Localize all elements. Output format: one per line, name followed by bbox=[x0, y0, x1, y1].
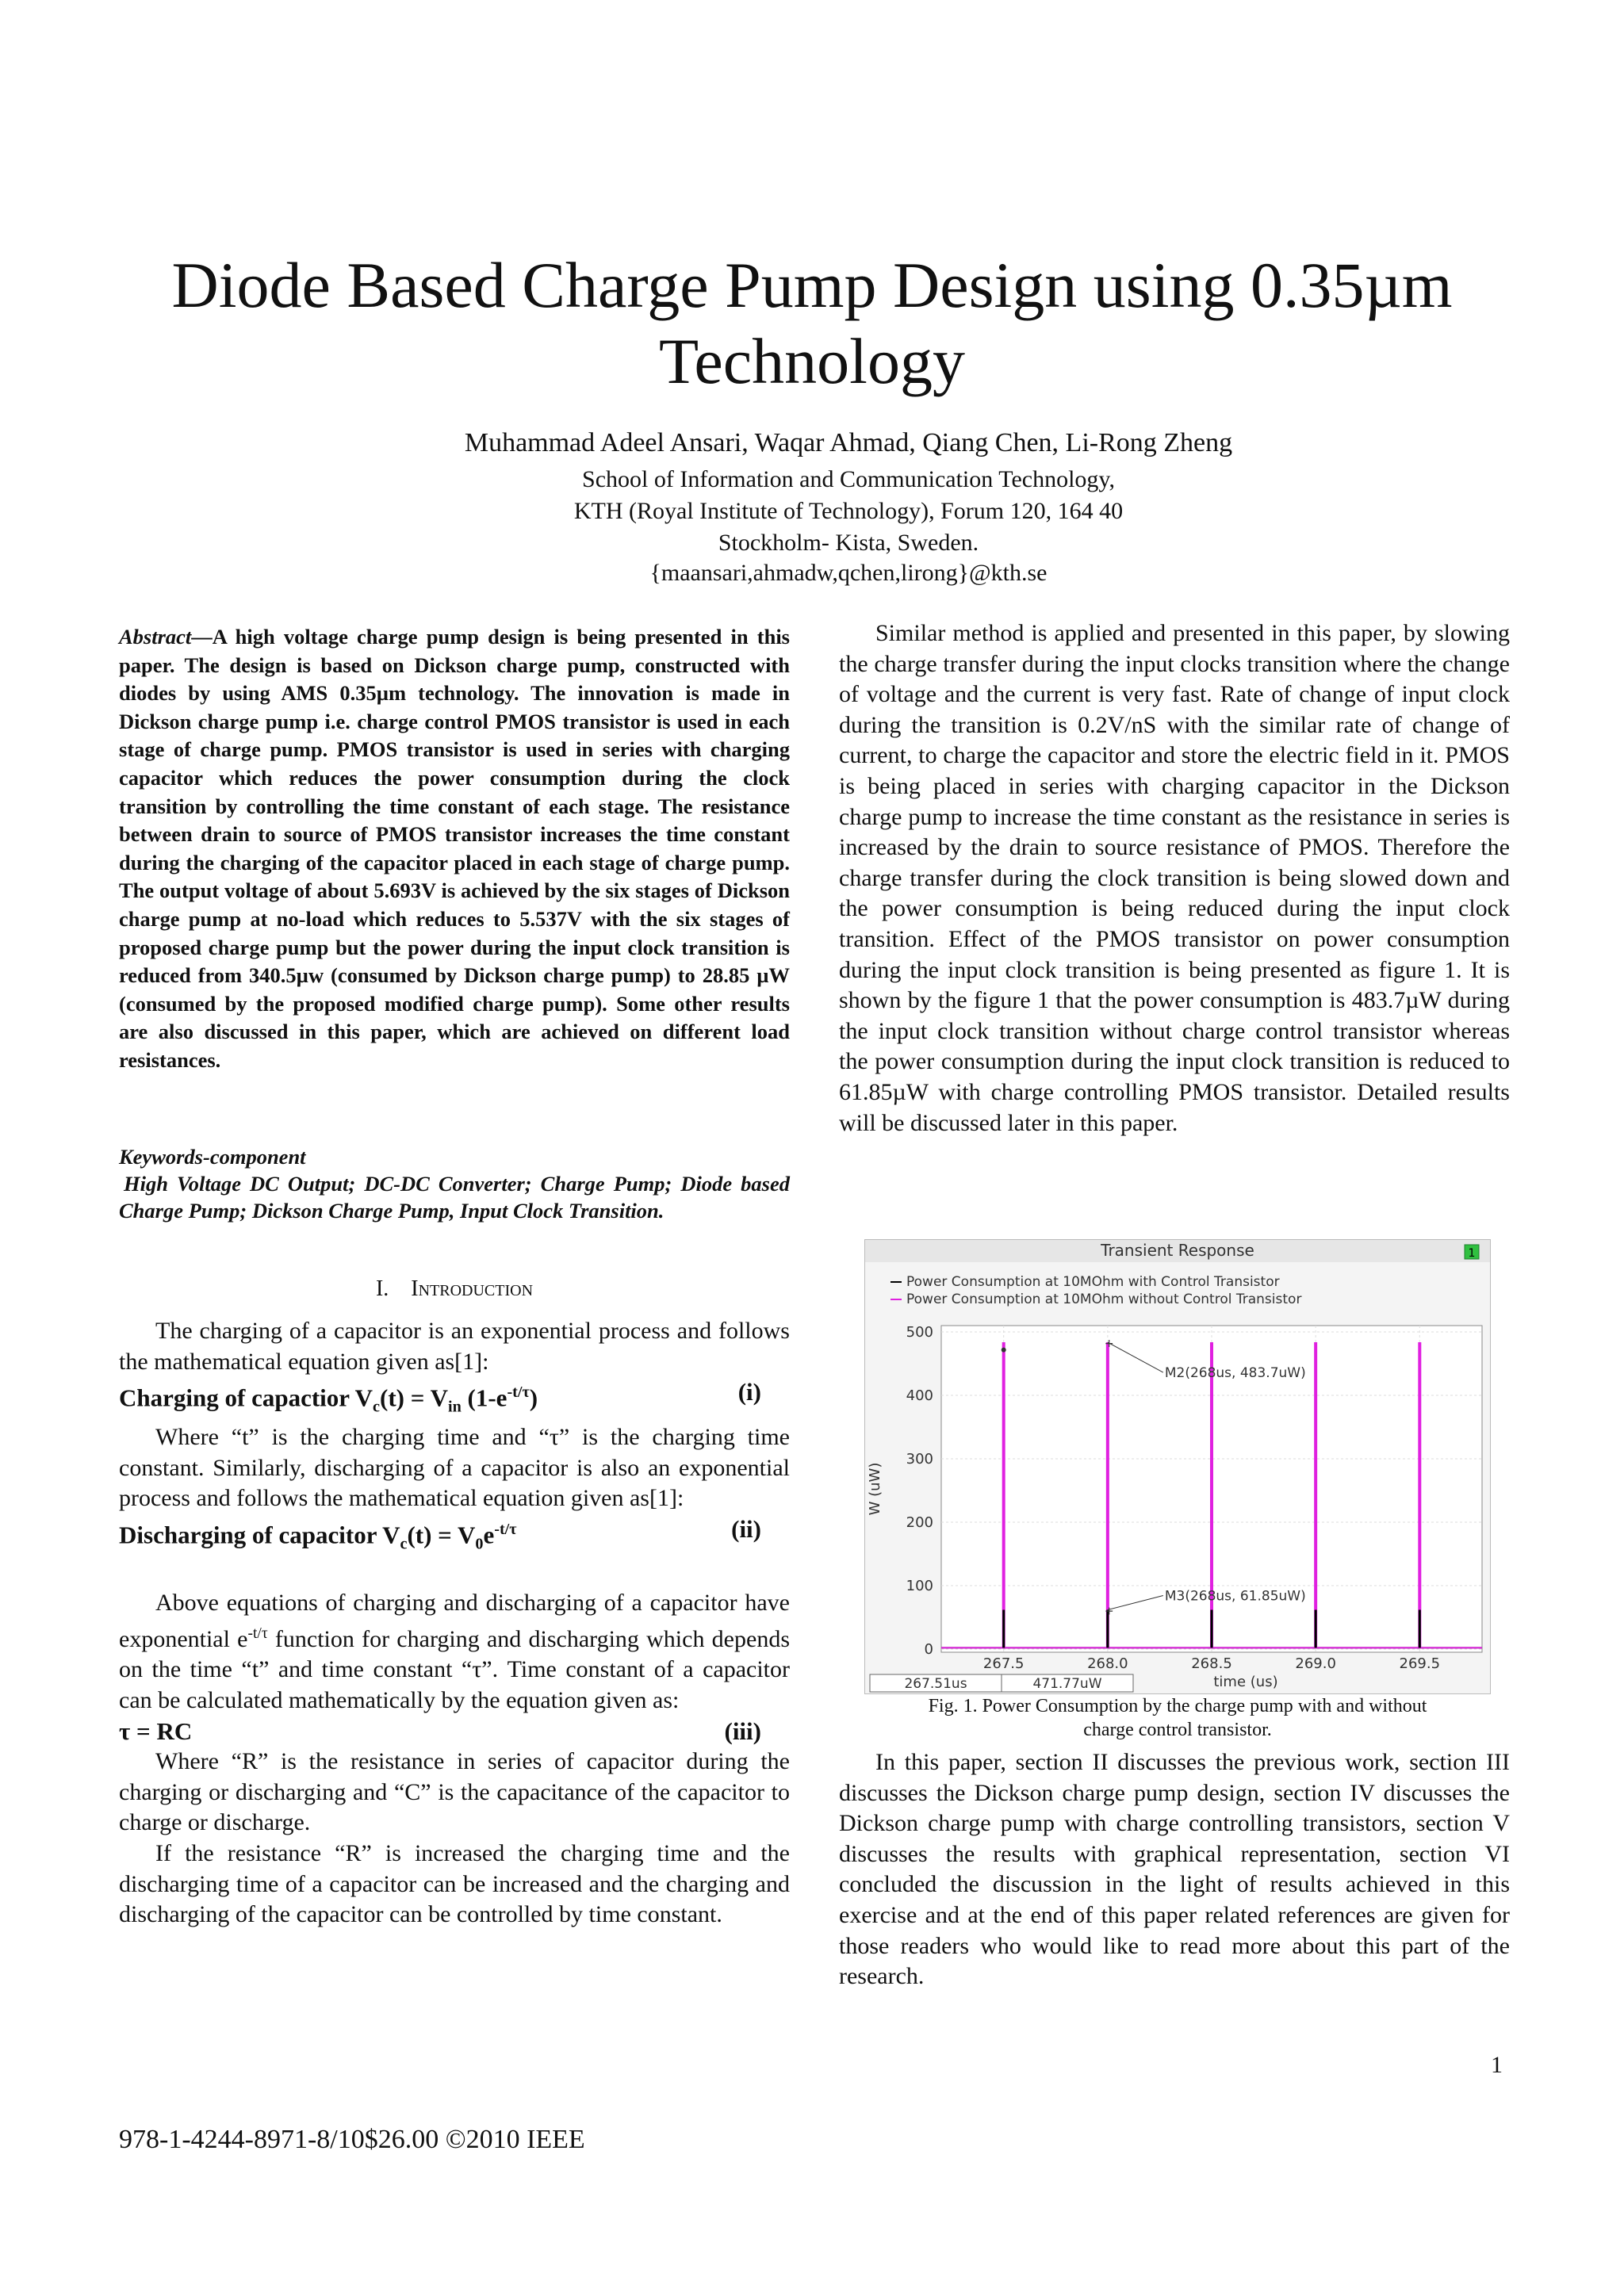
right-column-top bbox=[839, 618, 1510, 1138]
annotation-marker: + bbox=[1104, 1605, 1114, 1618]
equation-number: (iii) bbox=[724, 1716, 761, 1745]
chart-title: Transient Response bbox=[1101, 1241, 1254, 1260]
eq-text: (t) = V bbox=[380, 1383, 448, 1412]
right-column-bottom bbox=[839, 1747, 1510, 1992]
figure-1 bbox=[864, 1239, 1491, 1694]
x-tick-label: 267.5 bbox=[982, 1655, 1025, 1672]
keywords-text: High Voltage DC Output; DC-DC Converter; Charge Pump; Diode based Charge Pump; Dickson Charge Pump, Input Clock Transition. bbox=[119, 1172, 790, 1223]
cursor-marker bbox=[1002, 1348, 1006, 1353]
text-run: function for charging and discharging which depends on the time “t” and time constant “τ”. Time constant of a capacitor can be calculated mathematically by the equation given as: bbox=[119, 1625, 790, 1713]
eq-text: Discharging of capacitor V bbox=[119, 1521, 400, 1549]
equation-charging bbox=[119, 1377, 790, 1422]
y-tick-label: 100 bbox=[906, 1578, 933, 1594]
equation-discharging bbox=[119, 1514, 790, 1559]
y-tick-label: 300 bbox=[906, 1451, 933, 1468]
caption-line: Fig. 1. Power Consumption by the charge pump with and without bbox=[928, 1696, 1427, 1716]
author-emails: {maansari,ahmadw,qchen,lirong}@kth.se bbox=[649, 560, 1048, 586]
y-tick-label: 400 bbox=[906, 1387, 933, 1404]
abstract-dash: — bbox=[191, 625, 213, 649]
transient-response-chart bbox=[865, 1240, 1490, 1693]
eq-text: τ = RC bbox=[119, 1716, 193, 1745]
eq-sub: 0 bbox=[475, 1535, 484, 1553]
equation-number: (i) bbox=[737, 1378, 761, 1406]
section-heading bbox=[119, 1276, 790, 1302]
y-tick-label: 500 bbox=[906, 1324, 933, 1341]
eq-text: Charging of capactior V bbox=[119, 1383, 373, 1412]
page-number: 1 bbox=[1491, 2052, 1503, 2078]
eq-text: (1-e bbox=[461, 1383, 508, 1412]
copyright-footer: 978-1-4244-8971-8/10$26.00 ©2010 IEEE bbox=[119, 2125, 585, 2154]
text-run: Above equations of charging and discharging of a capacitor have exponential e bbox=[119, 1590, 790, 1652]
text-sup: -t/τ bbox=[247, 1624, 268, 1642]
y-axis-label: W (uW) bbox=[867, 1462, 883, 1516]
eq-sub: c bbox=[373, 1398, 380, 1416]
abstract bbox=[119, 623, 790, 1075]
eq-sub: c bbox=[400, 1535, 408, 1553]
eq-text: ) bbox=[529, 1383, 538, 1412]
window-badge-label: 1 bbox=[1468, 1247, 1476, 1260]
equation-time-constant bbox=[119, 1716, 790, 1747]
caption-line: charge control transistor. bbox=[1083, 1720, 1272, 1740]
x-tick-label: 268.0 bbox=[1087, 1655, 1128, 1672]
eq-text: (t) = V bbox=[407, 1521, 476, 1549]
annotation-marker: + bbox=[1104, 1337, 1114, 1351]
x-tick-label: 269.5 bbox=[1399, 1655, 1441, 1672]
keywords bbox=[119, 1143, 790, 1224]
paragraph bbox=[119, 1588, 790, 1716]
abstract-text: A high voltage charge pump design is being presented in this paper. The design is based on Dickson charge pump, constructed with diodes by using AMS 0.35µm technology. The innovation is made in Dickson charge pump i.e. charge control PMOS transistor is used in each stage of charge pump. PMOS transistor is used in series with charging capacitor which reduces the power consumption during the clock transition by controlling the time constant of each stage. The resistance between drain to source of PMOS transistor increases the time constant during the charging of the capacitor placed in each stage of charge pump. The output voltage of about 5.693V is achieved by the six stages of Dickson charge pump at no-load which reduces to 5.537V with the six stages of proposed charge pump but the power during the input clock transition is reduced from 340.5µw (consumed by Dickson charge pump) to 28.85 µW (consumed by the proposed modified charge pump). Some other results are also discussed in this paper, which are achieved on different load resistances. bbox=[119, 625, 790, 1072]
left-column bbox=[119, 1316, 790, 1931]
x-tick-label: 268.5 bbox=[1191, 1655, 1232, 1672]
cursor-y-readout: 471.77uW bbox=[1032, 1676, 1102, 1692]
affiliation-line: Stockholm- Kista, Sweden. bbox=[718, 530, 979, 556]
eq-sup: -t/τ bbox=[494, 1521, 517, 1539]
paragraph: The charging of a capacitor is an exponential process and follows the mathematical equation given as[1]: bbox=[119, 1318, 790, 1375]
affiliation-line: KTH (Royal Institute of Technology), Forum 120, 164 40 bbox=[573, 498, 1124, 524]
author-list: Muhammad Adeel Ansari, Waqar Ahmad, Qiang Chen, Li-Rong Zheng bbox=[464, 428, 1233, 457]
annotation-label: M3(268us, 61.85uW) bbox=[1164, 1588, 1306, 1605]
section-title: Introduction bbox=[411, 1276, 534, 1301]
paragraph: Similar method is applied and presented in this paper, by slowing the charge transfer during the input clocks transition where the change of voltage and the current is very fast. Rate of change of input clock during the transition is 0.2V/nS with the similar rate of change of current, to charge the capacitor and store the electric field in it. PMOS is being placed in series with charging capacitor in the Dickson charge pump to increase the time constant as the resistance in series is increased by the drain to source resistance of PMOS. Therefore the charge transfer during the clock transition is being slowed down and the power consumption is being reduced during the input clock transition. Effect of the PMOS transistor on power consumption during the input clock transition is being presented as figure 1. It is shown by the figure 1 that the power consumption is 483.7µW during the input clock transition without charge control transistor whereas the power consumption during the input clock transition is reduced to 61.85µW with charge controlling PMOS transistor. Detailed results will be discussed later in this paper. bbox=[839, 620, 1510, 1136]
cursor-x-readout: 267.51us bbox=[904, 1676, 967, 1692]
paragraph: In this paper, section II discusses the previous work, section III discusses the Dickson charge pump design, section IV discusses the Dickson charge pump with charge controlling transistors, section V discusses the results with graphical representation, section VI concluded the discussion in the light of results achieved in this exercise and at the end of this paper related references are given for those readers who would like to read more about this part of the research. bbox=[839, 1749, 1510, 1990]
eq-sub: in bbox=[447, 1398, 462, 1416]
paragraph: Where “R” is the resistance in series of capacitor during the charging or discharging and “C” is the capacitance of the capacitor to charge or discharge. bbox=[119, 1748, 790, 1836]
eq-sup: -t/τ bbox=[507, 1383, 530, 1402]
figure-caption bbox=[848, 1694, 1507, 1742]
section-number: I. bbox=[375, 1276, 389, 1301]
abstract-label: Abstract bbox=[119, 625, 192, 649]
x-tick-label: 269.0 bbox=[1295, 1655, 1336, 1672]
x-axis-label: time (us) bbox=[1213, 1674, 1278, 1690]
paper-title: Diode Based Charge Pump Design using 0.35µm Technology bbox=[171, 249, 1453, 397]
y-tick-label: 200 bbox=[906, 1514, 933, 1531]
paragraph: Where “t” is the charging time and “τ” is the charging time constant. Similarly, discharging of a capacitor is also an exponential process and follows the mathematical equation given as[1]: bbox=[119, 1424, 790, 1512]
eq-text: e bbox=[483, 1521, 495, 1549]
annotation-label: M2(268us, 483.7uW) bbox=[1164, 1365, 1306, 1382]
affiliation-line: School of Information and Communication Technology, bbox=[582, 466, 1115, 492]
keywords-label: Keywords-component bbox=[119, 1145, 306, 1169]
paragraph: If the resistance “R” is increased the charging time and the discharging time of a capacitor can be increased and the charging and discharging of the capacitor can be controlled by time constant. bbox=[119, 1839, 790, 1928]
equation-number: (ii) bbox=[731, 1515, 761, 1544]
legend-entry: Power Consumption at 10MOhm without Control Transistor bbox=[906, 1292, 1302, 1307]
y-tick-label: 0 bbox=[924, 1641, 933, 1658]
legend-entry: Power Consumption at 10MOhm with Control Transistor bbox=[906, 1274, 1280, 1290]
